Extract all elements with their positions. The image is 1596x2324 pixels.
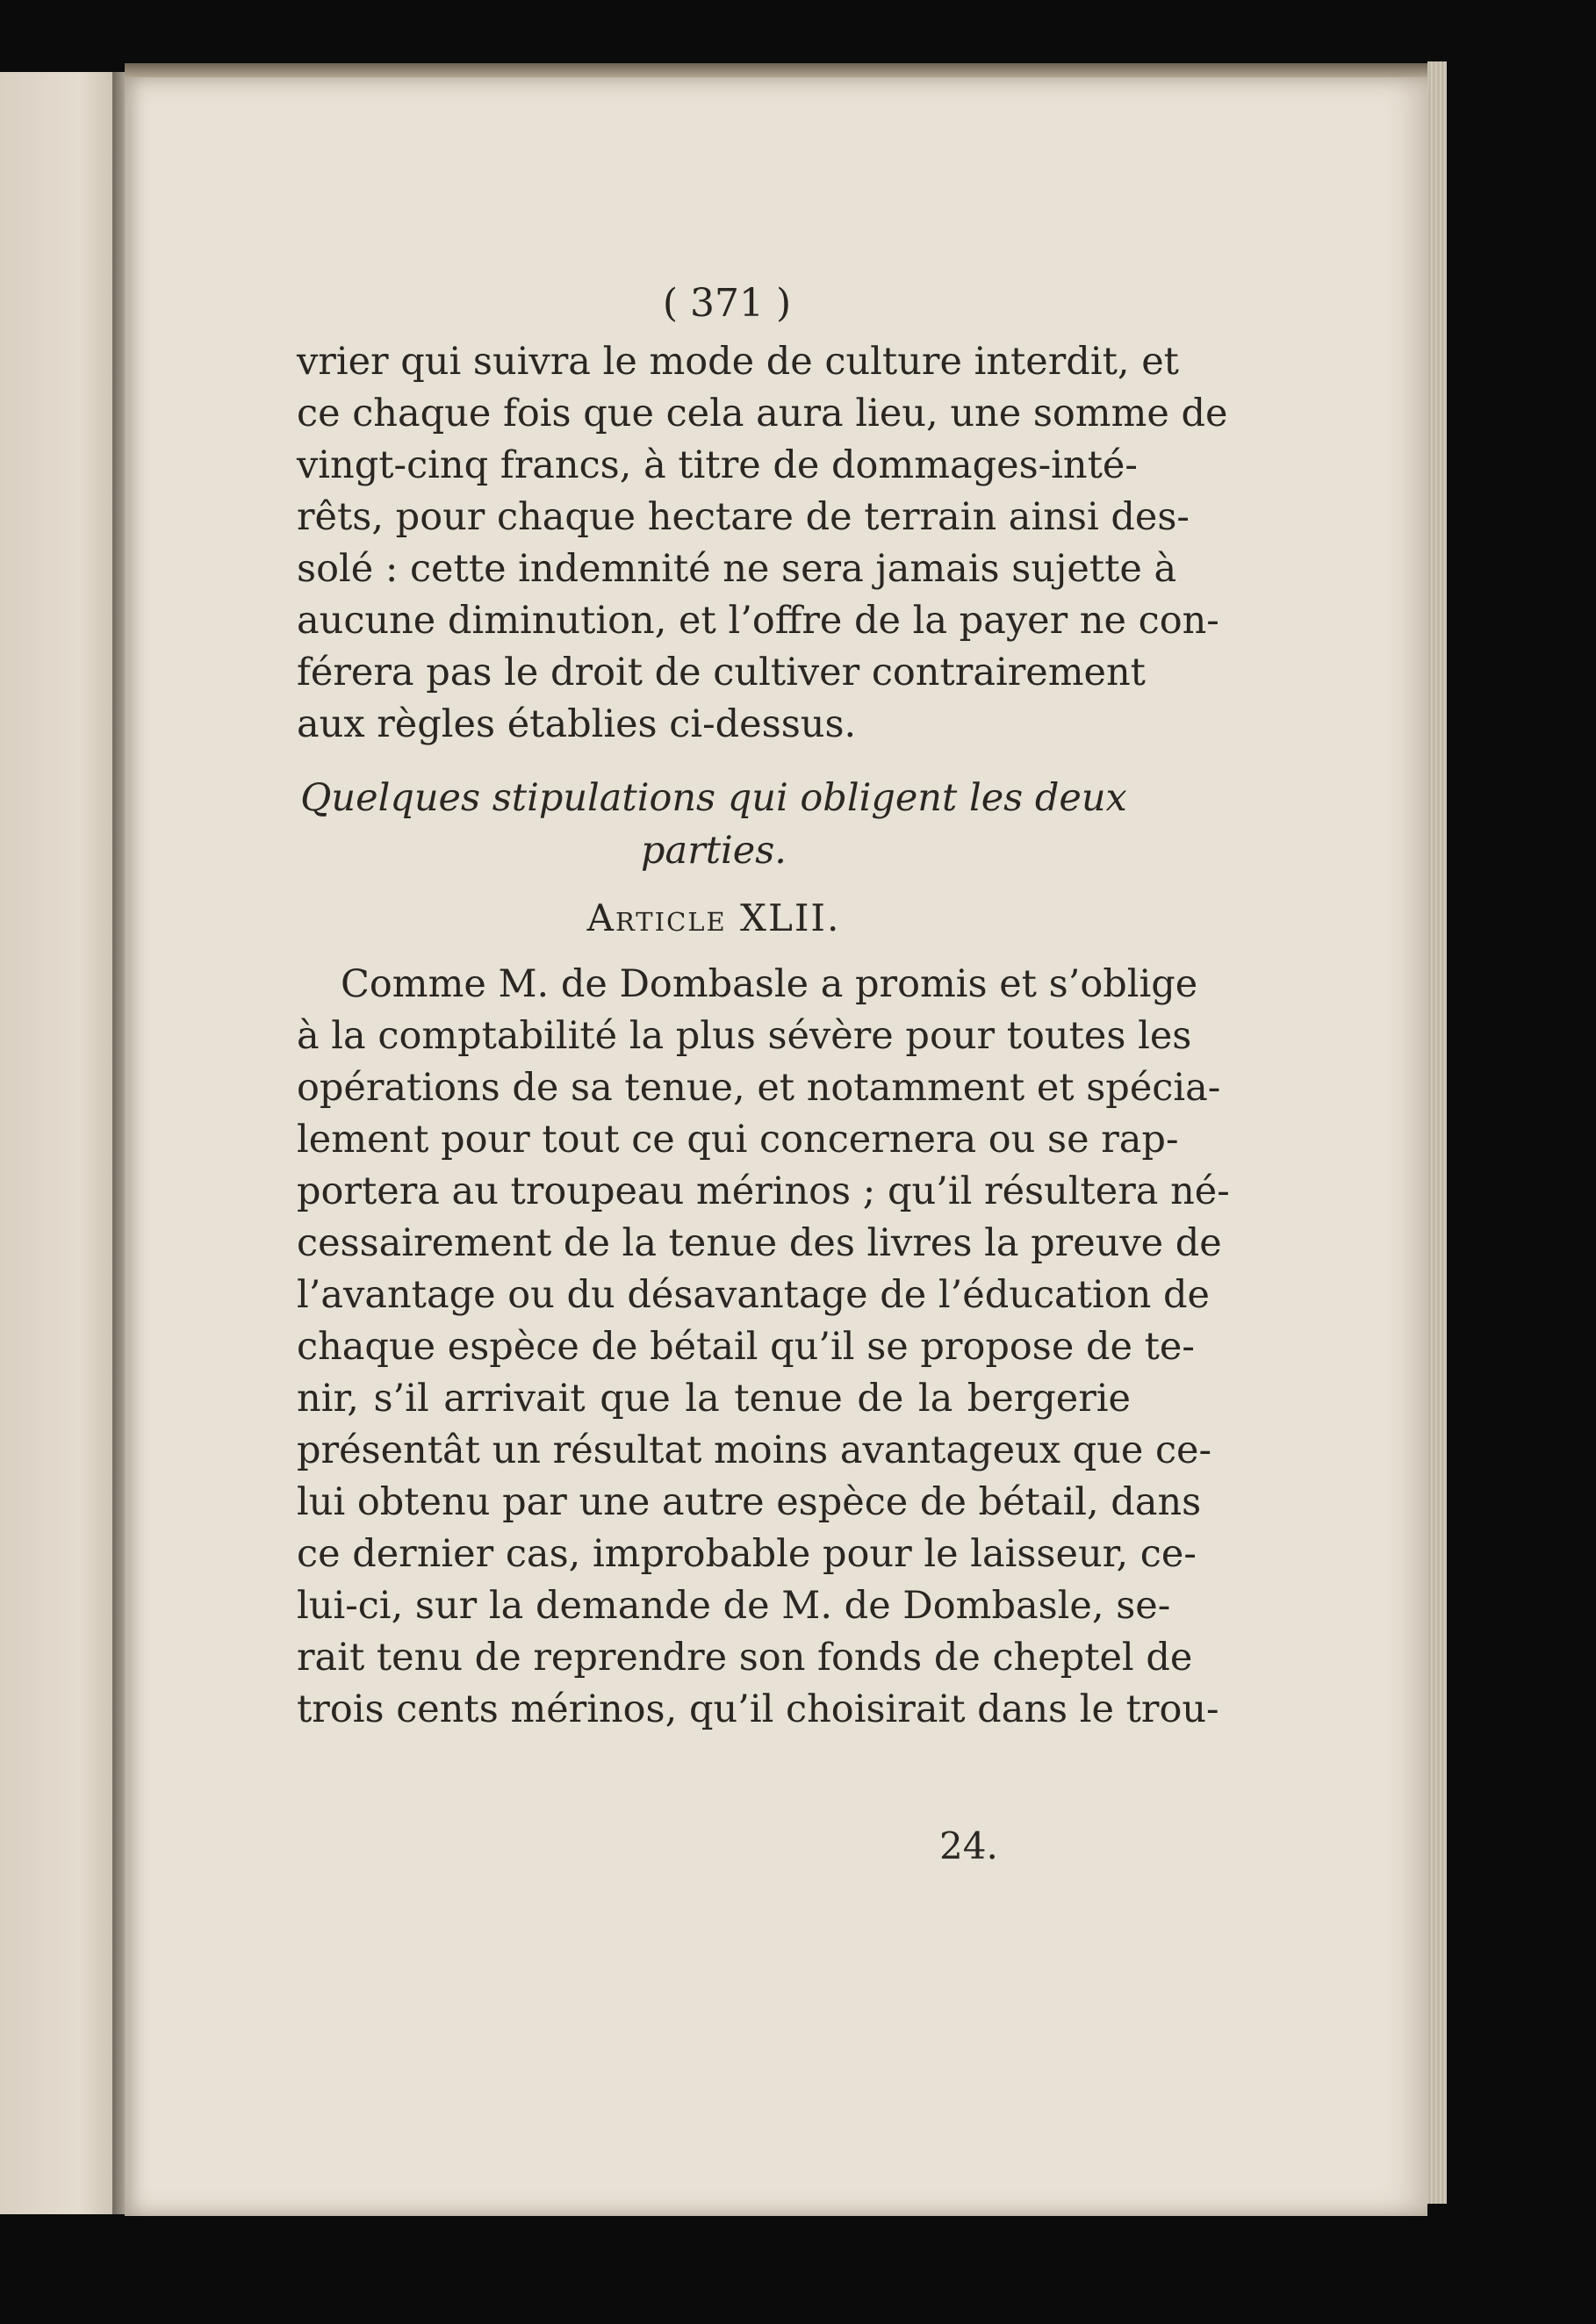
subtitle-line-2: parties. [641, 829, 787, 873]
text-line: lement pour tout ce qui concernera ou se rap- [297, 1118, 1179, 1162]
text-line: rêts, pour chaque hectare de terrain ainsi des- [297, 495, 1190, 539]
text-line: portera au troupeau mérinos ; qu’il résultera né- [297, 1169, 1230, 1213]
article-title: Article XLII. [586, 896, 841, 939]
text-line: nir, s’il arrivait que la tenue de la bergerie [297, 1377, 1131, 1421]
text-line: Comme M. de Dombasle a promis et s’oblige [341, 962, 1198, 1006]
subtitle-line-1: Quelques stipulations qui obligent les deux [300, 776, 1127, 820]
page-number-header: ( 371 ) [662, 281, 792, 326]
facing-page [0, 72, 115, 2214]
page-content [297, 281, 1230, 1736]
section-subtitle [297, 772, 1131, 877]
text-line: ce dernier cas, improbable pour le laisseur, ce- [297, 1532, 1197, 1576]
text-line: trois cents mérinos, qu’il choisirait dans le trou- [297, 1687, 1219, 1731]
text-line: cessairement de la tenue des livres la preuve de [297, 1221, 1222, 1265]
signature-mark: 24. [939, 1824, 998, 1867]
page-stack-edge [1427, 61, 1447, 2204]
text-line: opérations de sa tenue, et notamment et spécia- [297, 1066, 1221, 1110]
text-line: chaque espèce de bétail qu’il se propose de te- [297, 1325, 1195, 1369]
text-line: férera pas le droit de cultiver contrairement [297, 651, 1146, 694]
text-line: aucune diminution, et l’offre de la payer ne con- [297, 599, 1219, 643]
text-line: rait tenu de reprendre son fonds de cheptel de [297, 1636, 1193, 1680]
text-line: vrier qui suivra le mode de culture interdit, et [297, 340, 1179, 384]
text-line: présentât un résultat moins avantageux que ce- [297, 1428, 1212, 1472]
text-line: solé : cette indemnité ne sera jamais sujette à [297, 547, 1177, 591]
text-line: lui-ci, sur la demande de M. de Dombasle, se- [297, 1584, 1171, 1628]
text-line: l’avantage ou du désavantage de l’éducation de [297, 1273, 1210, 1317]
article-paragraph [297, 959, 1230, 1736]
text-line: lui obtenu par une autre espèce de bétail, dans [297, 1480, 1202, 1524]
text-line: vingt-cinq francs, à titre de dommages-inté- [297, 443, 1138, 487]
text-line: à la comptabilité la plus sévère pour toutes les [297, 1014, 1192, 1058]
book-gutter [112, 72, 125, 2214]
paragraph-continued [297, 336, 1228, 751]
text-line: ce chaque fois que cela aura lieu, une somme de [297, 392, 1228, 435]
text-line: aux règles établies ci-dessus. [297, 702, 857, 746]
